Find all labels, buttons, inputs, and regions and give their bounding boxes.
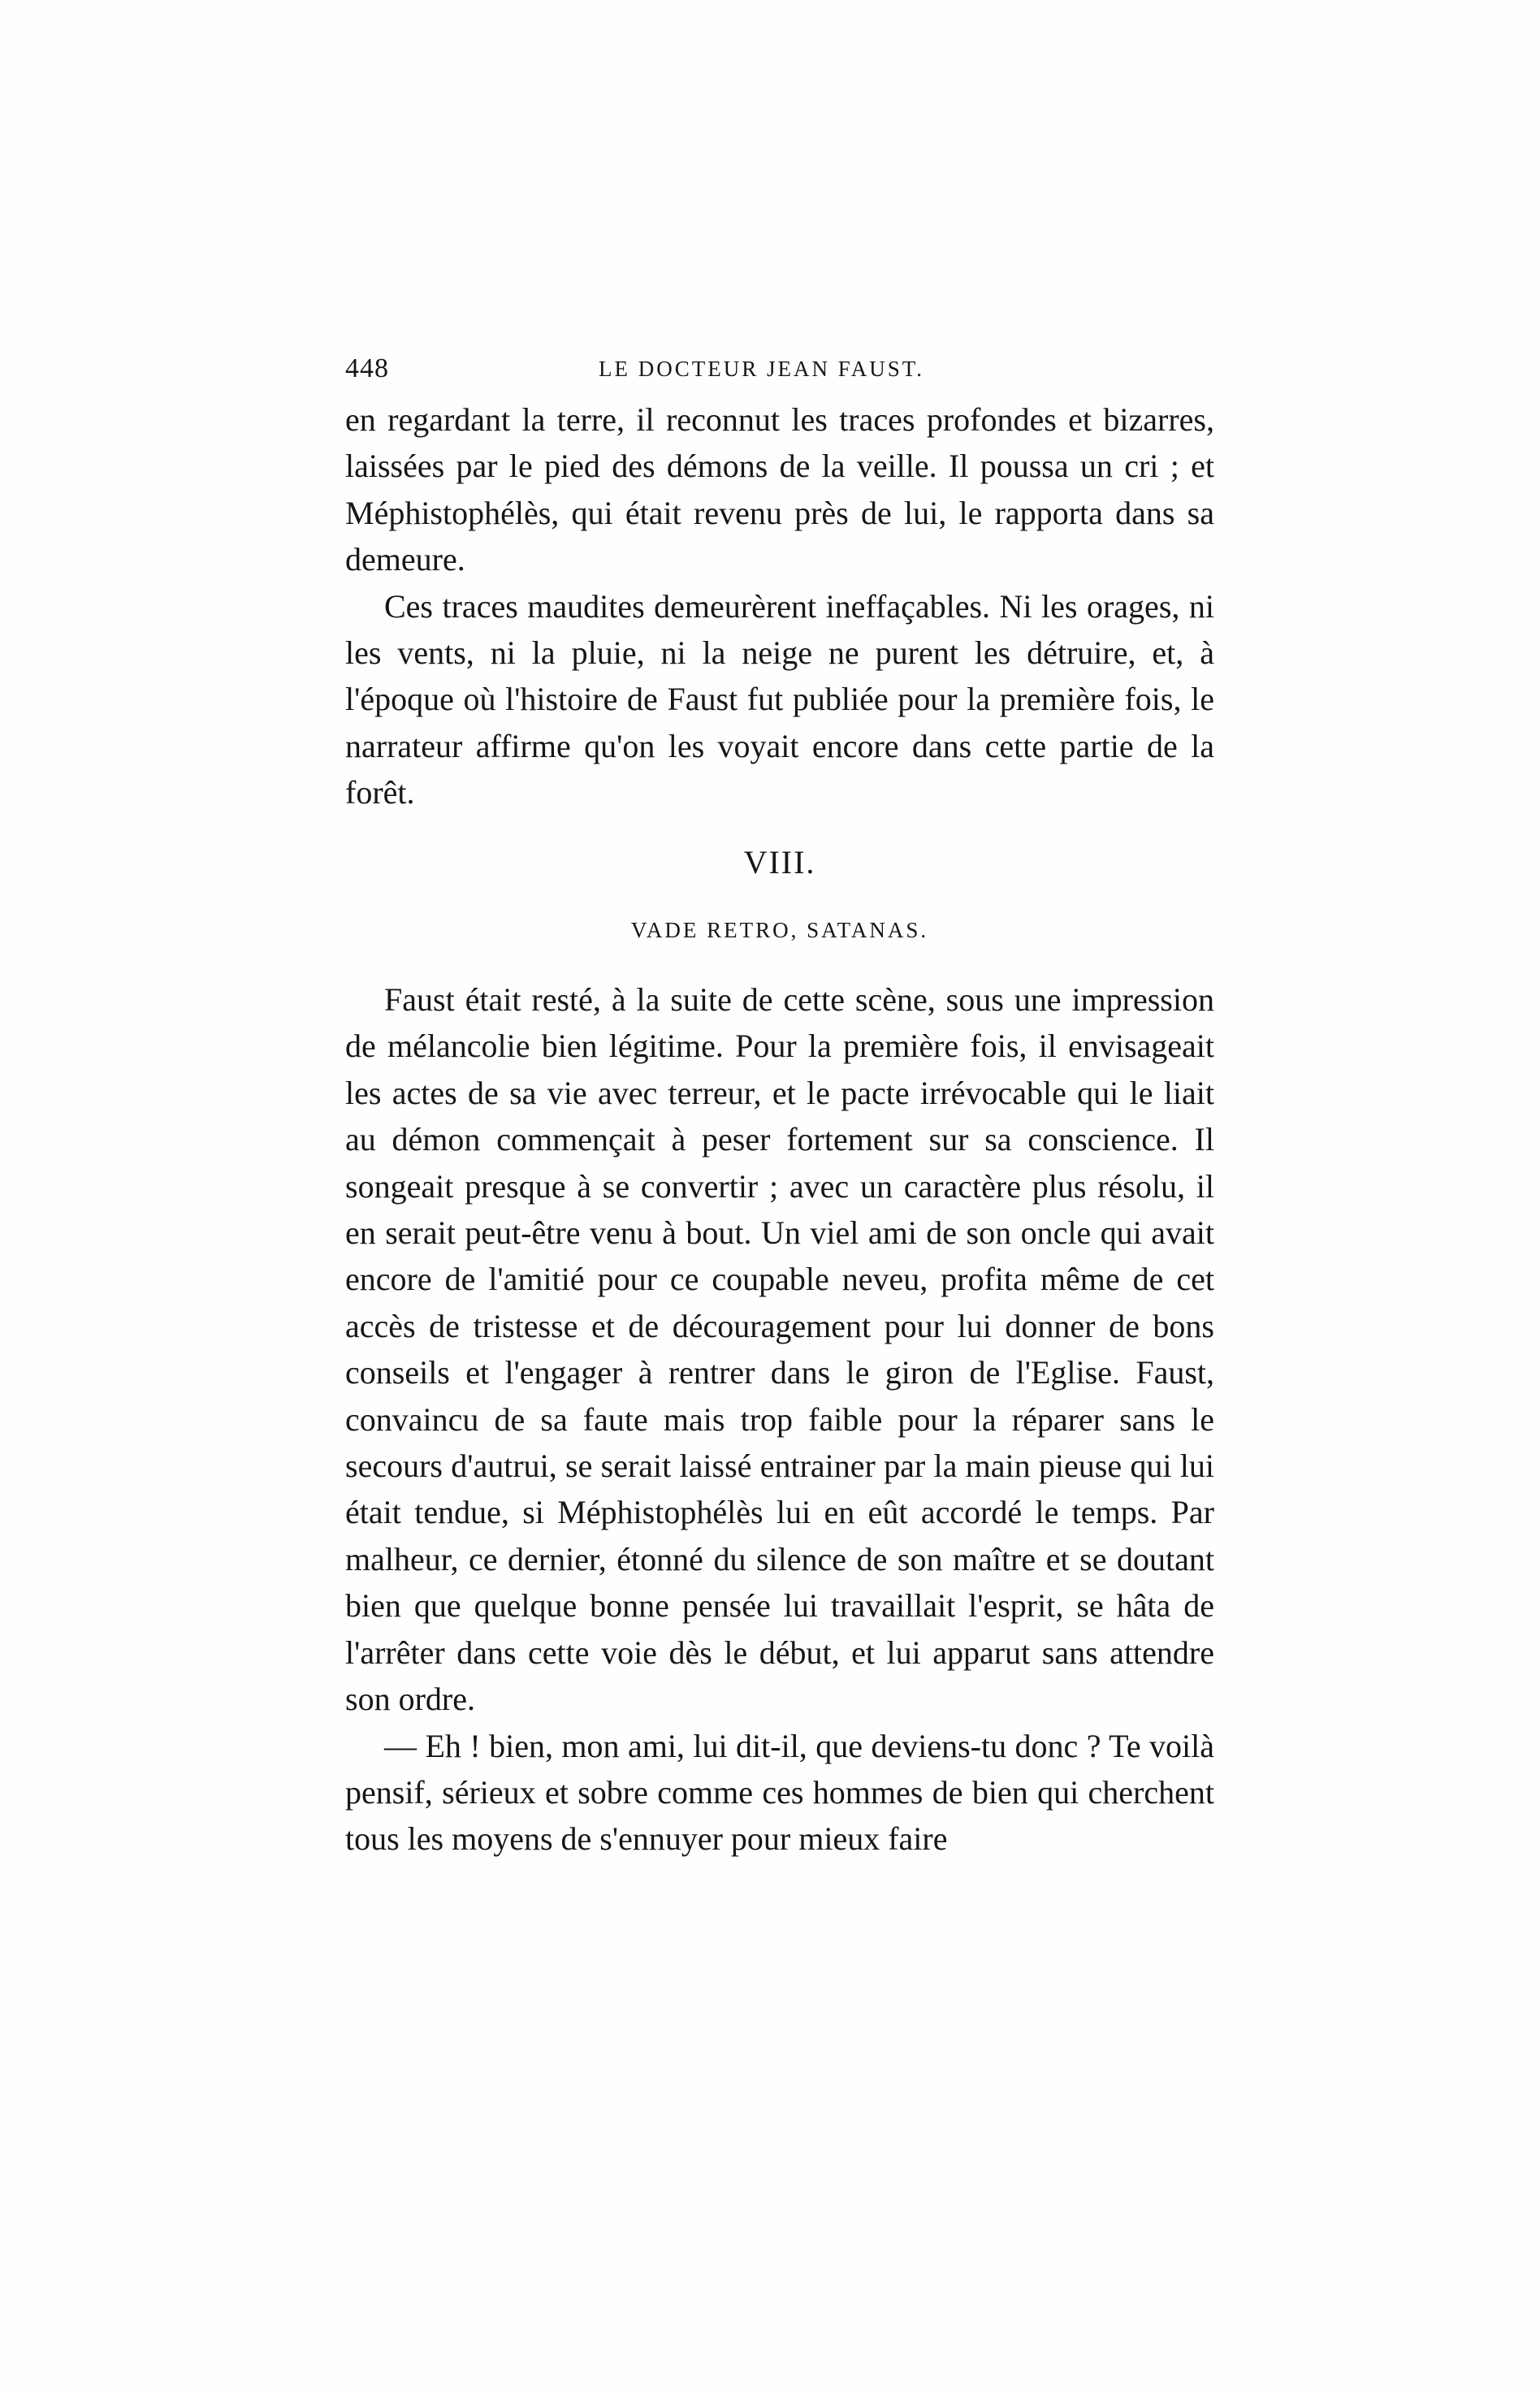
text-block-chapter-body: [345, 976, 1214, 1863]
chapter-number: VIII.: [743, 844, 816, 881]
running-title: LE DOCTEUR JEAN FAUST.: [599, 357, 924, 381]
page-header: [345, 353, 1214, 394]
text-block-before-chapter: [345, 396, 1214, 816]
paragraph-dialogue: — Eh ! bien, mon ami, lui dit-il, que deviens-tu donc ? Te voilà pensif, sérieux et sobre comme ces hommes de bien qui cherchent tous les moyens de s'ennuyer pour mieux faire: [345, 1727, 1214, 1858]
paragraph: Faust était resté, à la suite de cette scène, sous une impression de mélancolie bien légitime. Pour la première fois, il envisageait les actes de sa vie avec terreur, et le pacte irrévocable qui le liait au démon commençait à peser fortement sur sa conscience. Il songeait presque à se convertir ; avec un caractère plus résolu, il en serait peut-être venu à bout. Un viel ami de son oncle qui avait encore de l'amitié pour ce coupable neveu, profita même de cet accès de tristesse et de découragement pour lui donner de bons conseils et l'engager à rentrer dans le giron de l'Eglise. Faust, convaincu de sa faute mais trop faible pour la réparer sans le secours d'autrui, se serait laissé entrainer par la main pieuse qui lui était tendue, si Méphistophélès lui en eût accordé le temps. Par malheur, ce dernier, étonné du silence de son maître et se doutant bien que quelque bonne pensée lui travaillait l'esprit, se hâta de l'arrêter dans cette voie dès le début, et lui apparut sans attendre son ordre.: [345, 981, 1214, 1718]
chapter-title: VADE RETRO, SATANAS.: [630, 918, 929, 942]
paragraph: Ces traces maudites demeurèrent ineffaçables. Ni les orages, ni les vents, ni la pluie, ni la neige ne purent les détruire, et, à l'époque où l'histoire de Faust fut publiée pour la première fois, le narrateur affirme qu'on les voyait encore dans cette partie de la forêt.: [345, 587, 1214, 811]
paragraph-continued: en regardant la terre, il reconnut les traces profondes et bizarres, laissées par le pied des démons de la veille. Il poussa un cri ; et Méphistophélès, qui était revenu près de lui, le rapporta dans sa demeure.: [345, 401, 1214, 578]
page-number: 448: [345, 353, 389, 383]
